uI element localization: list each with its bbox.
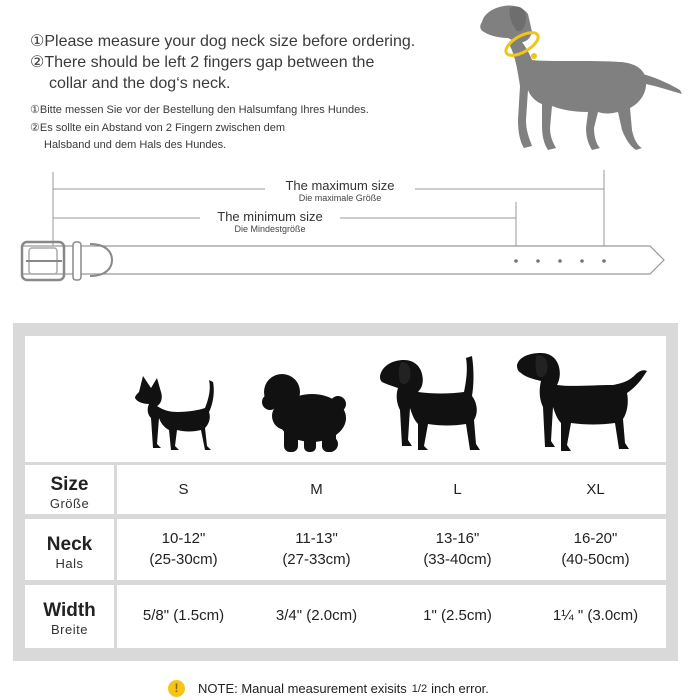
step-marker: ① bbox=[30, 33, 45, 50]
min-size-en: The minimum size bbox=[217, 209, 323, 224]
measurement-note bbox=[168, 680, 489, 697]
instruction-1-de bbox=[30, 102, 369, 119]
neck-l-inch: 13-16" bbox=[435, 530, 480, 547]
neck-heading: Neck bbox=[46, 534, 93, 555]
width-heading: Width bbox=[43, 600, 96, 621]
max-size-label bbox=[250, 178, 430, 203]
instruction-text: There should be left 2 fingers gap between the bbox=[44, 54, 375, 71]
instruction-text: Bitte messen Sie vor der Bestellung den Halsumfang Ihres Hundes. bbox=[39, 104, 369, 116]
neck-s bbox=[117, 528, 250, 570]
size-xl: XL bbox=[586, 481, 605, 498]
note-fraction: 1/2 bbox=[411, 682, 428, 695]
instruction-2-de bbox=[30, 120, 285, 154]
neck-m-cm: (27-33cm) bbox=[282, 551, 351, 568]
neck-xl-inch: 16-20" bbox=[573, 530, 618, 547]
instruction-1-en bbox=[30, 31, 415, 52]
instruction-text-cont: collar and the dog‘s neck. bbox=[49, 75, 231, 92]
chihuahua-icon bbox=[133, 374, 219, 454]
max-size-en: The maximum size bbox=[285, 178, 395, 193]
size-l: L bbox=[453, 481, 462, 498]
neck-xl-cm: (40-50cm) bbox=[561, 551, 630, 568]
instruction-text: Please measure your dog neck size before ordering. bbox=[44, 33, 416, 50]
neck-m bbox=[250, 528, 383, 570]
step-marker: ② bbox=[30, 54, 45, 71]
neck-s-cm: (25-30cm) bbox=[149, 551, 218, 568]
row-header-width bbox=[25, 585, 114, 648]
width-heading-de: Breite bbox=[51, 622, 88, 637]
dog-icons-row bbox=[25, 336, 666, 462]
warning-icon: ! bbox=[168, 680, 185, 697]
min-size-de: Die Mindestgröße bbox=[234, 224, 306, 234]
size-s: S bbox=[178, 481, 189, 498]
row-size-values bbox=[117, 465, 666, 514]
width-xl: 1¼ " (3.0cm) bbox=[552, 607, 639, 624]
min-size-label bbox=[190, 209, 350, 234]
size-m: M bbox=[310, 481, 323, 498]
size-table bbox=[13, 323, 678, 661]
step-marker: ① bbox=[30, 104, 40, 116]
note-text-suffix: inch error. bbox=[431, 681, 489, 696]
labrador-icon bbox=[515, 351, 651, 455]
width-l: 1" (2.5cm) bbox=[423, 607, 492, 624]
row-header-size bbox=[25, 465, 114, 514]
size-heading-de: Größe bbox=[49, 496, 90, 511]
neck-xl bbox=[529, 528, 662, 570]
instruction-2-en bbox=[30, 52, 374, 94]
neck-heading-de: Hals bbox=[55, 556, 84, 571]
instruction-text-cont: Halsband und dem Hals des Hundes. bbox=[44, 139, 227, 151]
neck-l bbox=[391, 528, 524, 570]
width-m: 3/4" (2.0cm) bbox=[275, 607, 358, 624]
neck-m-inch: 11-13" bbox=[295, 530, 338, 547]
bichon-icon bbox=[258, 370, 350, 454]
row-width-values bbox=[117, 585, 666, 648]
row-header-neck bbox=[25, 519, 114, 580]
row-neck-values bbox=[117, 519, 666, 580]
width-s: 5/8" (1.5cm) bbox=[142, 607, 225, 624]
instruction-text: Es sollte ein Abstand von 2 Fingern zwischen dem bbox=[39, 122, 286, 134]
note-text: NOTE: Manual measurement exisits bbox=[198, 681, 407, 696]
neck-l-cm: (33-40cm) bbox=[423, 551, 492, 568]
max-size-de: Die maximale Größe bbox=[298, 193, 382, 203]
neck-s-inch: 10-12" bbox=[161, 530, 206, 547]
beagle-icon bbox=[378, 354, 496, 454]
size-heading: Size bbox=[50, 474, 89, 495]
dog-with-collar-icon bbox=[470, 0, 690, 160]
step-marker: ② bbox=[30, 122, 40, 134]
